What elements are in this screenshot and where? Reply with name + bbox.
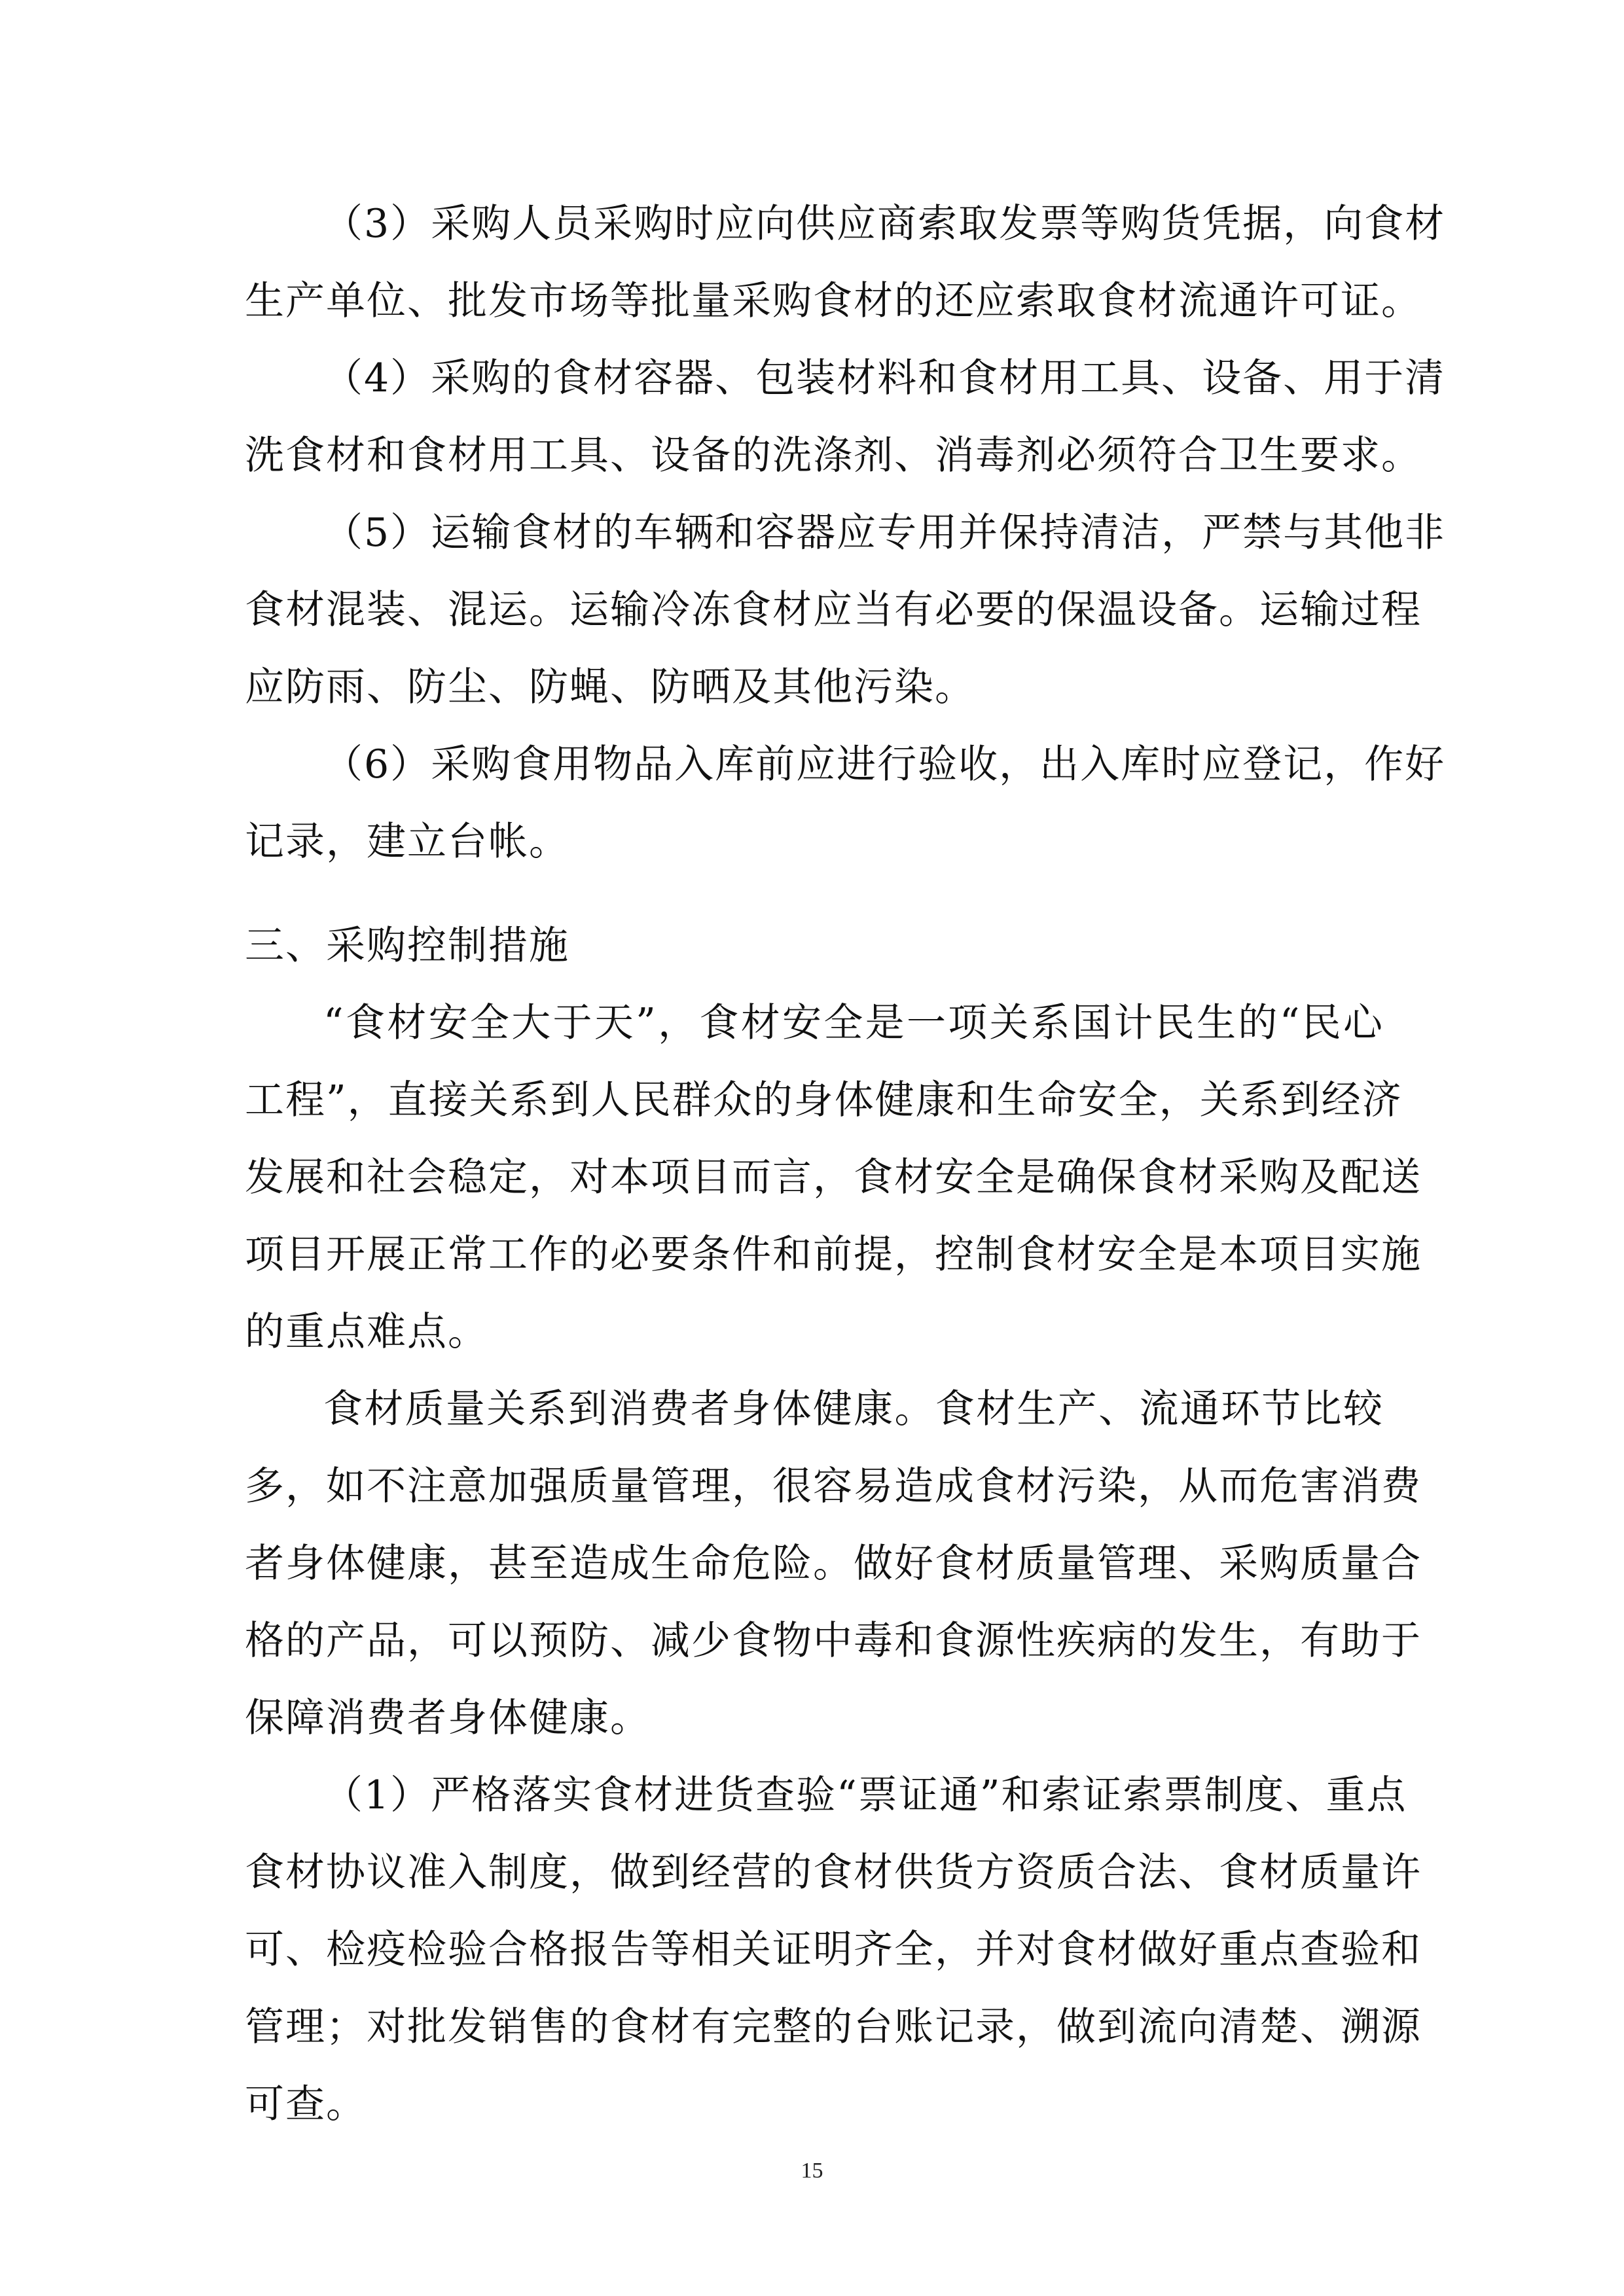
paragraph-line: 者身体健康，甚至造成生命危险。做好食材质量管理、采购质量合 bbox=[245, 1541, 1422, 1587]
page-number: 15 bbox=[801, 2159, 823, 2183]
paragraph-line: 食材协议准入制度，做到经营的食材供货方资质合法、食材质量许 bbox=[245, 1850, 1422, 1895]
paragraph-line: 工程”，直接关系到人民群众的身体健康和生命安全，关系到经济 bbox=[245, 1077, 1403, 1123]
paragraph-line: 格的产品，可以预防、减少食物中毒和食源性疾病的发生，有助于 bbox=[245, 1618, 1422, 1664]
paragraph-line: “食材安全大于天”，食材安全是一项关系国计民生的“民心 bbox=[323, 1000, 1384, 1046]
paragraph-line: （6）采购食用物品入库前应进行验收，出入库时应登记，作好 bbox=[323, 742, 1446, 787]
paragraph-line: 应防雨、防尘、防蝇、防晒及其他污染。 bbox=[245, 664, 975, 710]
paragraph-line: 食材混装、混运。运输冷冻食材应当有必要的保温设备。运输过程 bbox=[245, 587, 1422, 633]
paragraph-line: 管理；对批发销售的食材有完整的台账记录，做到流向清楚、溯源 bbox=[245, 2004, 1422, 2050]
paragraph-line: （5）运输食材的车辆和容器应专用并保持清洁，严禁与其他非 bbox=[323, 510, 1446, 556]
paragraph-line: 食材质量关系到消费者身体健康。食材生产、流通环节比较 bbox=[323, 1386, 1384, 1432]
paragraph-line: 多，如不注意加强质量管理，很容易造成食材污染，从而危害消费 bbox=[245, 1463, 1422, 1509]
paragraph-line: 记录，建立台帐。 bbox=[245, 819, 569, 865]
paragraph-line: 可、检疫检验合格报告等相关证明齐全，并对食材做好重点查验和 bbox=[245, 1927, 1422, 1973]
paragraph-line: 保障消费者身体健康。 bbox=[245, 1695, 651, 1741]
paragraph-line: 的重点难点。 bbox=[245, 1309, 488, 1355]
section-heading: 三、采购控制措施 bbox=[245, 923, 569, 969]
paragraph-line: （1）严格落实食材进货查验“票证通”和索证索票制度、重点 bbox=[323, 1772, 1407, 1818]
paragraph-line: （4）采购的食材容器、包装材料和食材用工具、设备、用于清 bbox=[323, 355, 1446, 401]
paragraph-line: 洗食材和食材用工具、设备的洗涤剂、消毒剂必须符合卫生要求。 bbox=[245, 433, 1422, 478]
paragraph-line: 生产单位、批发市场等批量采购食材的还应索取食材流通许可证。 bbox=[245, 278, 1422, 324]
paragraph-line: 可查。 bbox=[245, 2081, 367, 2127]
paragraph-line: 项目开展正常工作的必要条件和前提，控制食材安全是本项目实施 bbox=[245, 1232, 1422, 1278]
paragraph-line: （3）采购人员采购时应向供应商索取发票等购货凭据，向食材 bbox=[323, 201, 1446, 247]
paragraph-line: 发展和社会稳定，对本项目而言，食材安全是确保食材采购及配送 bbox=[245, 1155, 1422, 1200]
